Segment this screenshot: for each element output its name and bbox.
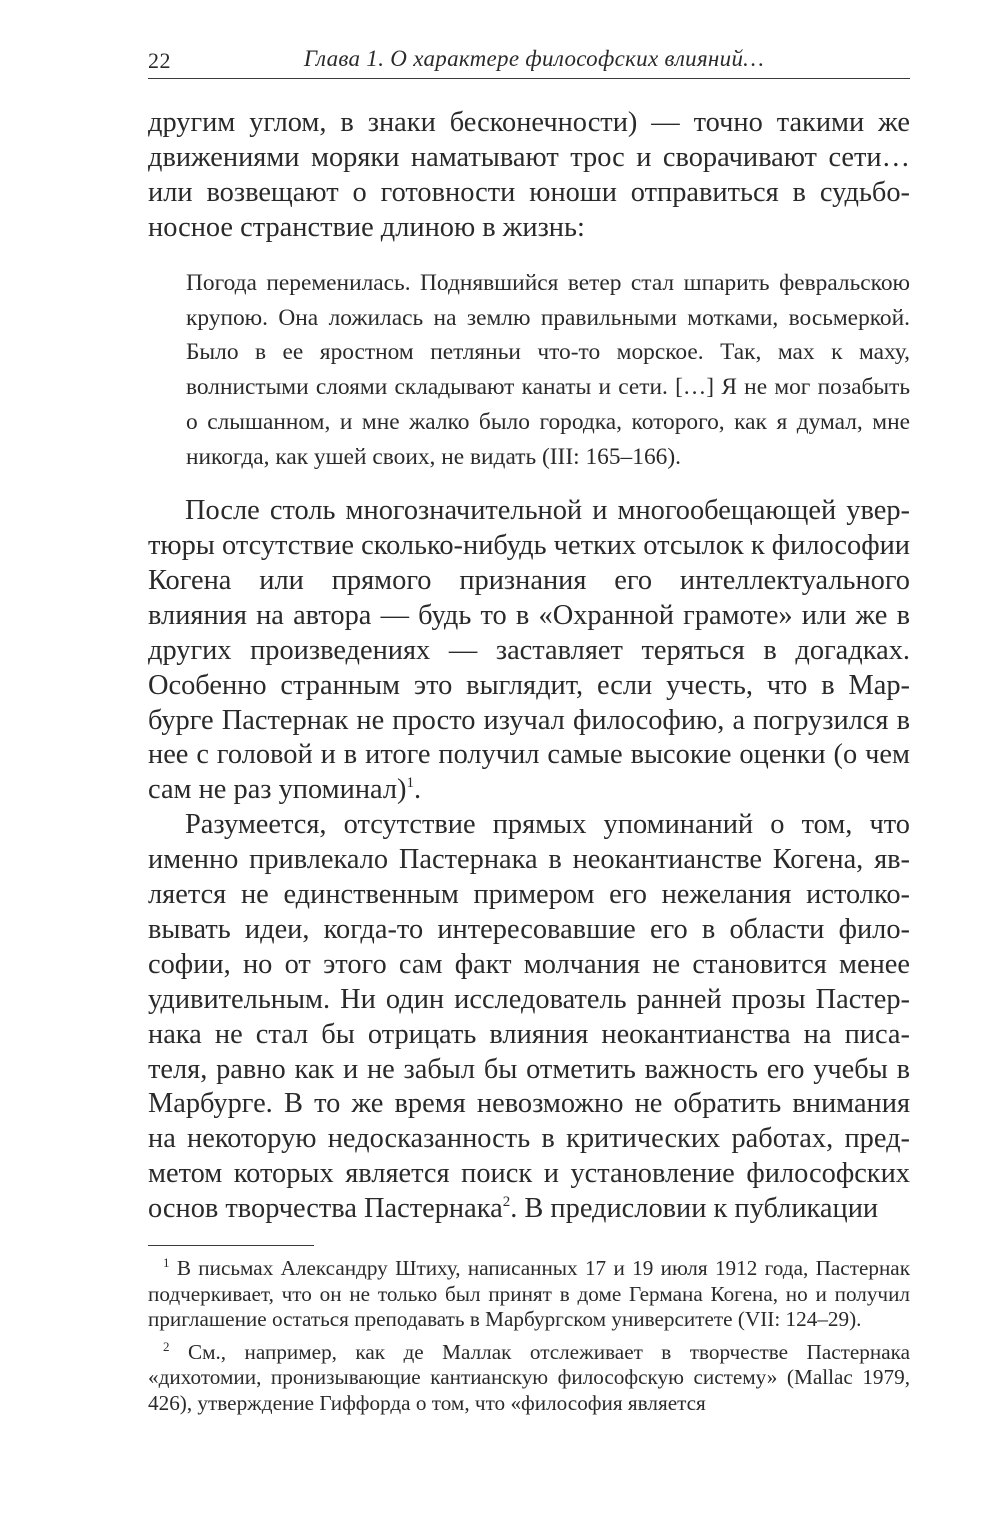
paragraph-absence-tail: . В предисловии к публикации [510, 1193, 879, 1225]
footnote-1 [148, 1256, 910, 1333]
paragraph-absence [148, 808, 910, 1227]
footnote-divider [148, 1245, 314, 1246]
footnote-text-1: В письмах Александру Штиху, написанных 17 и 19 июля 1912 года, Пастернак подчеркивает, что он не только был принят в доме Германа Когена, но и получил приглашение остаться преподавать в Марбургском университете (VII: 124–29). [148, 1256, 910, 1332]
book-page [148, 40, 910, 1417]
footnote-mark-2: 2 [163, 1338, 170, 1354]
block-quote: Погода переменилась. Поднявшийся ветер стал шпарить февральскою крупою. Она ложилась на землю правильными мотками, восьмеркой. Было в ее яростном петляньи что-то морское. Так, мах к маху, волнистыми слоями складывают канаты и сети. […] Я не мог позабыть о слышанном, и мне жалко было городка, которого, как я думал, мне никогда, как ушей своих, не видать (III: 165–166). [186, 269, 910, 471]
footnote-mark-1: 1 [163, 1255, 170, 1271]
footnote-ref-2[interactable]: 2 [502, 1194, 511, 1211]
main-text [148, 106, 910, 1227]
paragraph-overture: После столь многозначительной и многообещающей увертюры отсутствие сколько-нибудь четких отсылок к философии Когена или прямого признания его интеллектуального влияния на автора — будь то в «Охранной грамоте» или же в других произведениях — заставляет теряться в догадках. Особенно странным это выглядит, если учесть, что в Марбурге Пастернак не просто изучал философию, а погрузился в нее с головой и в итоге получил самые высокие оценки (о чем сам не раз упоминал)$^1$. [148, 495, 910, 806]
footnote-text-2: См., например, как де Маллак отслеживает в творчестве Пастернака «дихотомии, пронизывающие кантианскую философскую систему» (Mallac 1979, 426), утверждение Гиффорда о том, что «философия является [148, 1339, 910, 1416]
footnote-ref-1[interactable]: 1 [406, 775, 414, 792]
paragraph-overture-text: После столь многозначительной и многообещающей увертюры отсутствие сколько-нибудь четких отсылок к философии Когена или прямого признания его интеллектуального влияния на автора — будь то в «Охранной грамоте» или же в других произведениях — заставляет теряться в догадках. Особенно странным это выглядит, если учесть, что в Марбурге Пастернак не просто изучал философию, а погрузился в нее с головой и в итоге получил самые высокие оценки (о чем сам не раз упоминал) [148, 495, 910, 806]
footnotes [148, 1256, 910, 1417]
paragraph-absence-text: Разумеется, отсутствие прямых упоминаний о том, что именно привлекало Пастернака в неокантианстве Когена, является не единственным примером его нежелания истолковывать идеи, когда-то интересовавшие его в области философии, но от этого сам факт молчания не становится менее удивительным. Ни один исследователь ранней прозы Пастернака не стал бы отрицать влияния неокантианства на писателя, равно как и не забыл бы отметить важность его учебы в Марбурге. В то же время невозможно не обратить внимания на некоторую недосказанность в критических работах, предметом которых является поиск и установление философских основ творчества Пастернака [148, 809, 910, 1225]
chapter-title: Глава 1. О характере философских влияний… [303, 46, 764, 71]
paragraph-continued: другим углом, в знаки бесконечности) — точно такими же движениями моряки наматывают трос и сворачивают сети… или возвещают о готовности юноши отправиться в судьбоносное странствие длиною в жизнь: [148, 107, 910, 243]
footnote-2 [148, 1340, 910, 1417]
running-head [148, 40, 910, 79]
page-number: 22 [148, 48, 171, 73]
